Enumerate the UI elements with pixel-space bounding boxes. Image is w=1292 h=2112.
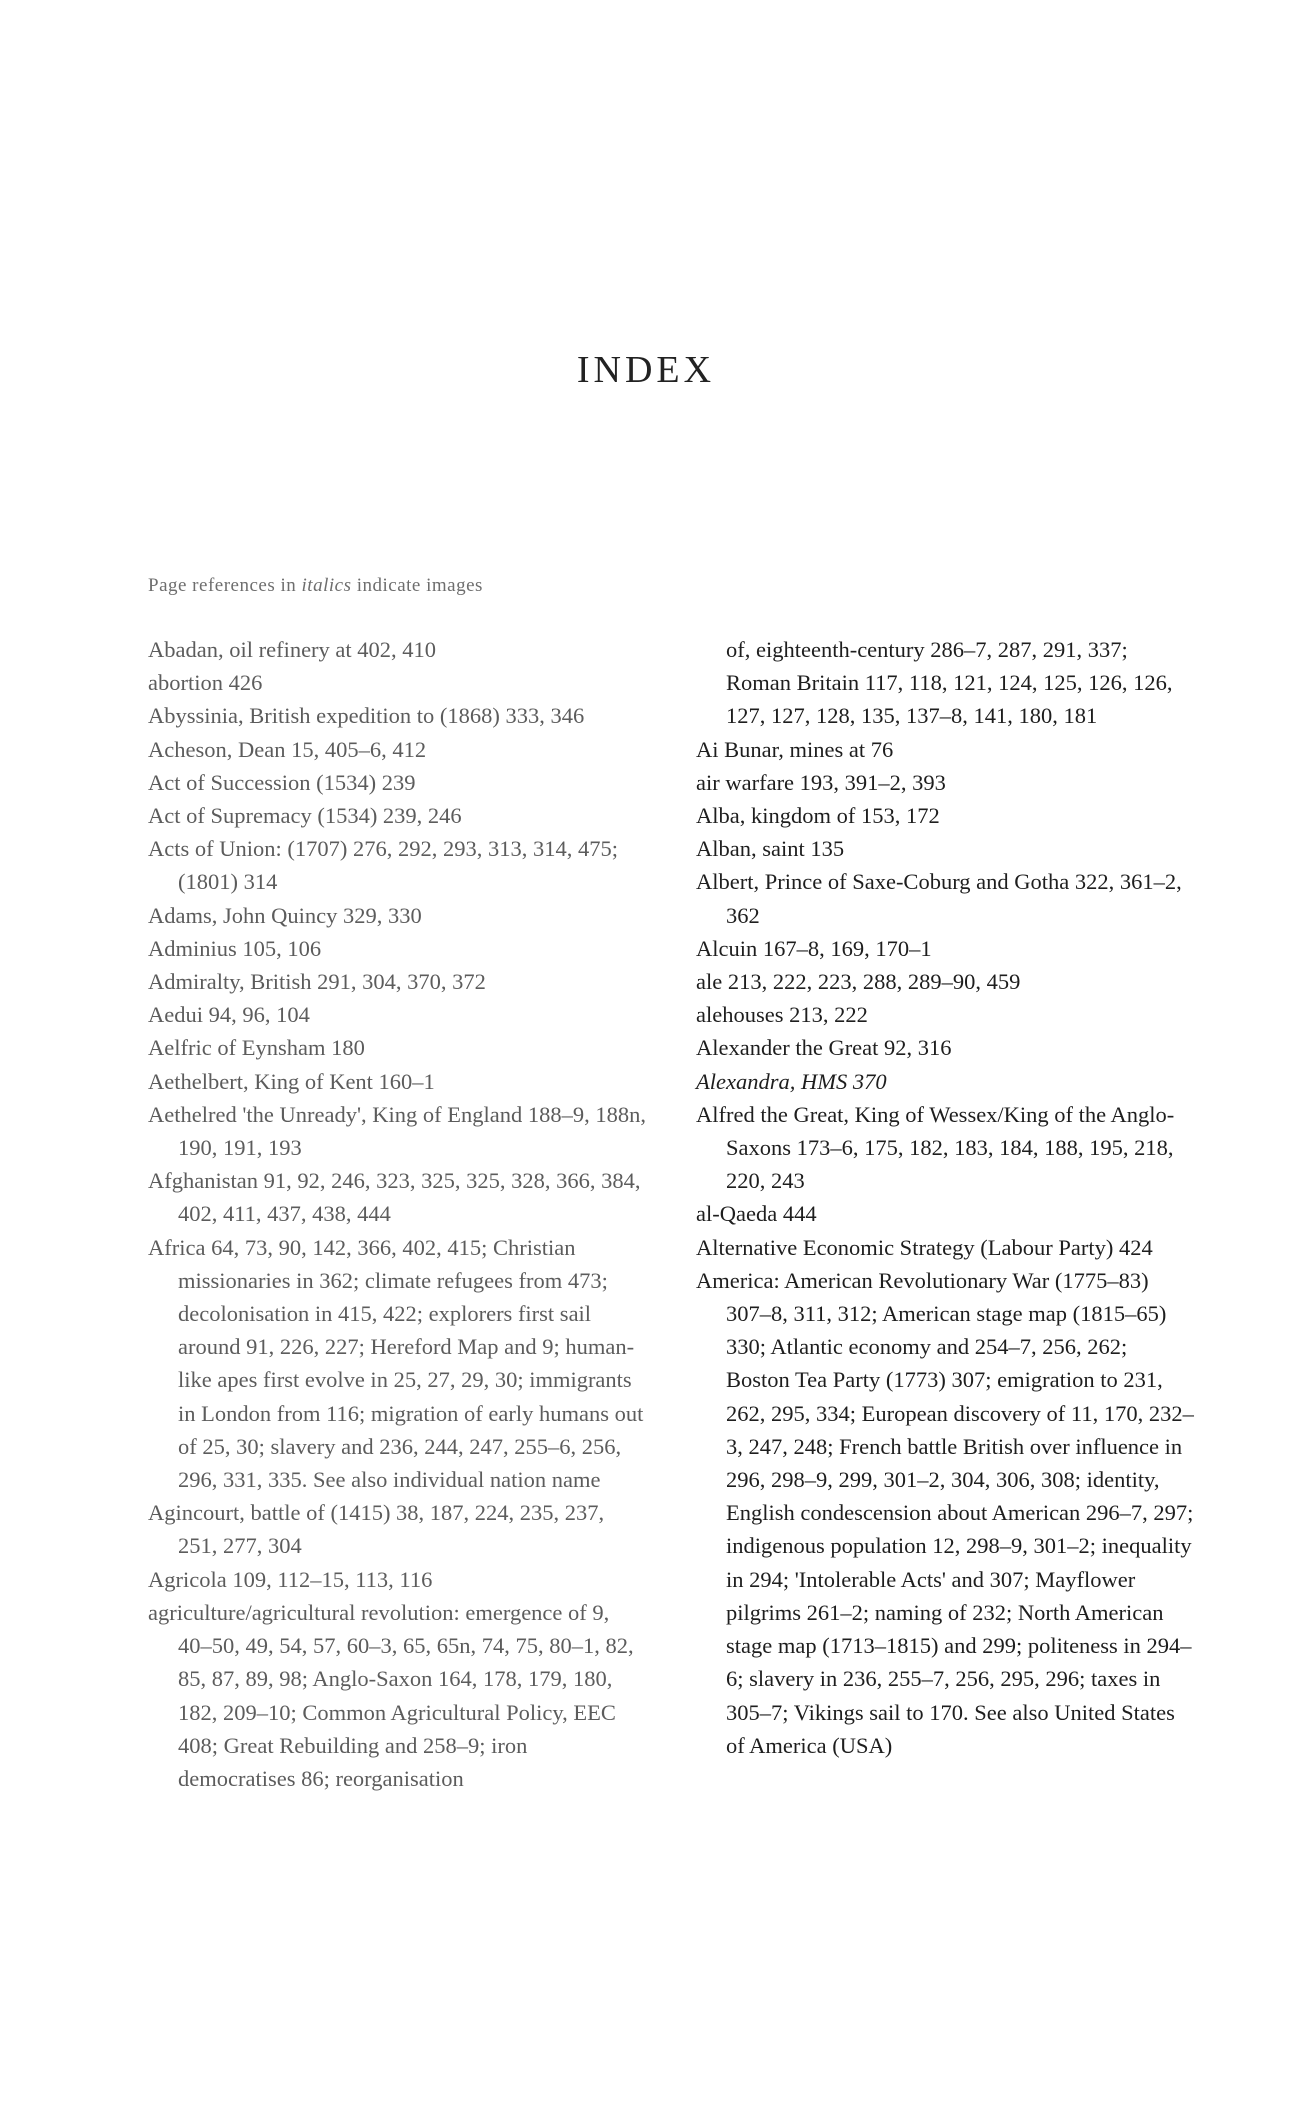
index-entry: Agincourt, battle of (1415) 38, 187, 224, 235, 237, 251, 277, 304 <box>148 1500 605 1559</box>
index-entry: Act of Succession (1534) 239 <box>148 769 416 795</box>
index-entry: Aedui 94, 96, 104 <box>148 1002 310 1028</box>
index-entry: Acts of Union: (1707) 276, 292, 293, 313, 314, 475; (1801) 314 <box>148 836 618 895</box>
index-entry: air warfare 193, 391–2, 393 <box>696 769 946 795</box>
index-entry: ale 213, 222, 223, 288, 289–90, 459 <box>696 969 1021 995</box>
index-entry: Act of Supremacy (1534) 239, 246 <box>148 803 462 829</box>
index-entry: Aethelred 'the Unready', King of England 188–9, 188n, 190, 191, 193 <box>148 1101 646 1161</box>
index-entry: Albert, Prince of Saxe-Coburg and Gotha 322, 361–2, 362 <box>696 869 1182 928</box>
index-entry: Admiralty, British 291, 304, 370, 372 <box>148 969 486 995</box>
index-entry: Aethelbert, King of Kent 160–1 <box>148 1068 435 1094</box>
index-entry: Aelfric of Eynsham 180 <box>148 1035 365 1061</box>
index-entry: Alternative Economic Strategy (Labour Party) 424 <box>696 1234 1153 1260</box>
index-entry: Alba, kingdom of 153, 172 <box>696 803 940 829</box>
index-entry: Ai Bunar, mines at 76 <box>696 736 894 762</box>
index-entry: Acheson, Dean 15, 405–6, 412 <box>148 736 427 762</box>
index-entry: al-Qaeda 444 <box>696 1201 817 1227</box>
page-title: INDEX <box>576 349 716 391</box>
italics-note <box>148 575 483 597</box>
index-entry: Abadan, oil refinery at 402, 410 <box>148 637 437 662</box>
index-entry: Alexander the Great 92, 316 <box>696 1035 952 1061</box>
index-entry: Adminius 105, 106 <box>148 935 322 961</box>
index-entry: Agricola 109, 112–15, 113, 116 <box>148 1566 433 1592</box>
index-entry: Alfred the Great, King of Wessex/King of the Anglo-Saxons 173–6, 175, 182, 183, 184, 188, 195, 218, 220, 243 <box>696 1101 1175 1194</box>
index-entry: Afghanistan 91, 92, 246, 323, 325, 325, 328, 366, 384, 402, 411, 437, 438, 444 <box>148 1168 641 1227</box>
index-entry-continued: of, eighteenth-century 286–7, 287, 291, 337; Roman Britain 117, 118, 121, 124, 125, 126, 126, 127, 127, 128, 135, 137–8, 141, 180, 181 <box>726 637 1173 729</box>
index-entry: Africa 64, 73, 90, 142, 366, 402, 415; Christian missionaries in 362; climate refugees from 473; decolonisation in 415, 422; explorers first sail around 91, 226, 227; Hereford Map and 9; human-like apes first evolve in 25, 27, 29, 30; immigrants in London from 116; migration of early humans out of 25, 30; slavery and 236, 244, 247, 255–6, 256, 296, 331, 335. See also individual nation name <box>148 1234 644 1493</box>
index-entry: alehouses 213, 222 <box>696 1002 868 1028</box>
note-text-before: Page references in <box>148 575 302 596</box>
note-italic-word: italics <box>301 575 352 596</box>
index-entry: abortion 426 <box>148 670 263 696</box>
index-entry: America: American Revolutionary War (1775–83) 307–8, 311, 312; American stage map (1815–65) 330; Atlantic economy and 254–7, 256, 262; Boston Tea Party (1773) 307; emigration to 231, 262, 295, 334; European discovery of 11, 170, 232–3, 247, 248; French battle British over influence in 296, 298–9, 299, 301–2, 304, 306, 308; identity, English condescension about American 296–7, 297; indigenous population 12, 298–9, 301–2; inequality in 294; 'Intolerable Acts' and 307; Mayflower pilgrims 261–2; naming of 232; North American stage map (1713–1815) and 299; politeness in 294–6; slavery in 236, 255–7, 256, 295, 296; taxes in 305–7; Vikings sail to 170. See also United States of America (USA) <box>696 1267 1194 1758</box>
index-entry: Alban, saint 135 <box>696 836 845 862</box>
index-column-left <box>148 633 648 1795</box>
index-entry: Alexandra, HMS 370 <box>696 1068 887 1094</box>
index-entry: Alcuin 167–8, 169, 170–1 <box>696 935 932 961</box>
index-entry: Adams, John Quincy 329, 330 <box>148 902 422 928</box>
note-text-after: indicate images <box>351 575 483 596</box>
index-column-right <box>696 633 1196 1762</box>
index-entry: agriculture/agricultural revolution: emergence of 9, 40–50, 49, 54, 57, 60–3, 65, 65n, 74, 75, 80–1, 82, 85, 87, 89, 98; Anglo-Saxon 164, 178, 179, 180, 182, 209–10; Common Agricultural Policy, EEC 408; Great Rebuilding and 258–9; iron democratises 86; reorganisation <box>148 1599 634 1791</box>
index-entry: Abyssinia, British expedition to (1868) 333, 346 <box>148 703 585 729</box>
